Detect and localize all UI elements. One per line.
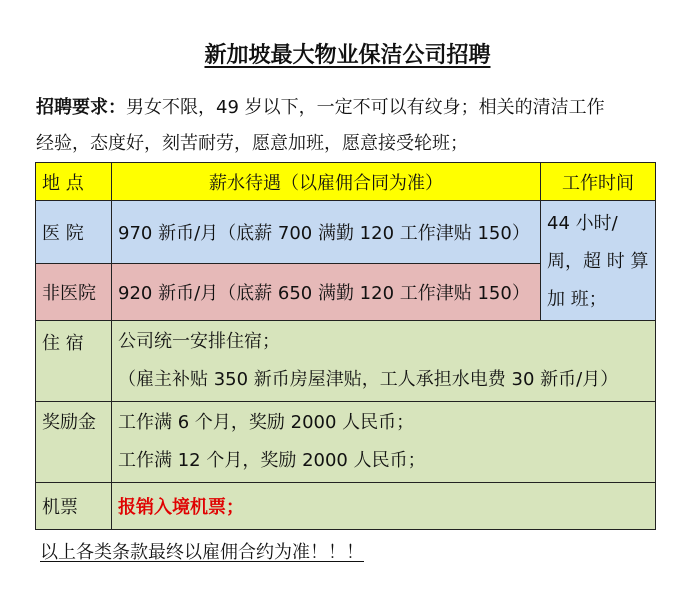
requirements-paragraph (36, 90, 658, 162)
housing-line2: （雇主补贴 350 新币房屋津贴，工人承担水电费 30 新币/月） (118, 369, 619, 390)
hospital-label: 医 院 (36, 201, 112, 264)
housing-details (112, 321, 656, 402)
requirements-label: 招聘要求： (36, 97, 126, 118)
hospital-salary: 970 新币/月（底薪 700 满勤 120 工作津贴 150） (112, 201, 541, 264)
requirements-line1: 男女不限，49 岁以下，一定不可以有纹身；相关的清洁工作 (126, 97, 605, 118)
bonus-line1: 工作满 6 个月，奖励 2000 人民币； (118, 412, 415, 433)
bonus-details (112, 402, 656, 483)
ticket-value-cell (112, 483, 656, 530)
bonus-label: 奖励金 (36, 402, 112, 483)
ticket-row (36, 483, 656, 530)
working-hours-value: 44 小时/周，超 时 算 加 班； (541, 201, 656, 321)
header-salary: 薪水待遇（以雇佣合同为准） (112, 163, 541, 201)
housing-label: 住 宿 (36, 321, 112, 402)
bonus-line2: 工作满 12 个月，奖励 2000 人民币； (118, 450, 426, 471)
hospital-row (36, 201, 656, 264)
requirements-line2: 经验，态度好，刻苦耐劳，愿意加班，愿意接受轮班； (36, 133, 468, 154)
non-hospital-salary: 920 新币/月（底薪 650 满勤 120 工作津贴 150） (112, 264, 541, 321)
page-title: 新加坡最大物业保洁公司招聘 (204, 43, 491, 68)
footer-note: 以上各类条款最终以雇佣合约为准！！！ (40, 542, 364, 563)
recruitment-table (35, 162, 656, 530)
non-hospital-label: 非医院 (36, 264, 112, 321)
ticket-value: 报销入境机票； (118, 497, 244, 518)
header-location: 地 点 (36, 163, 112, 201)
ticket-label: 机票 (36, 483, 112, 530)
table-header-row (36, 163, 656, 201)
housing-row (36, 321, 656, 402)
housing-line1: 公司统一安排住宿； (118, 331, 280, 352)
header-hours: 工作时间 (541, 163, 656, 201)
bonus-row (36, 402, 656, 483)
